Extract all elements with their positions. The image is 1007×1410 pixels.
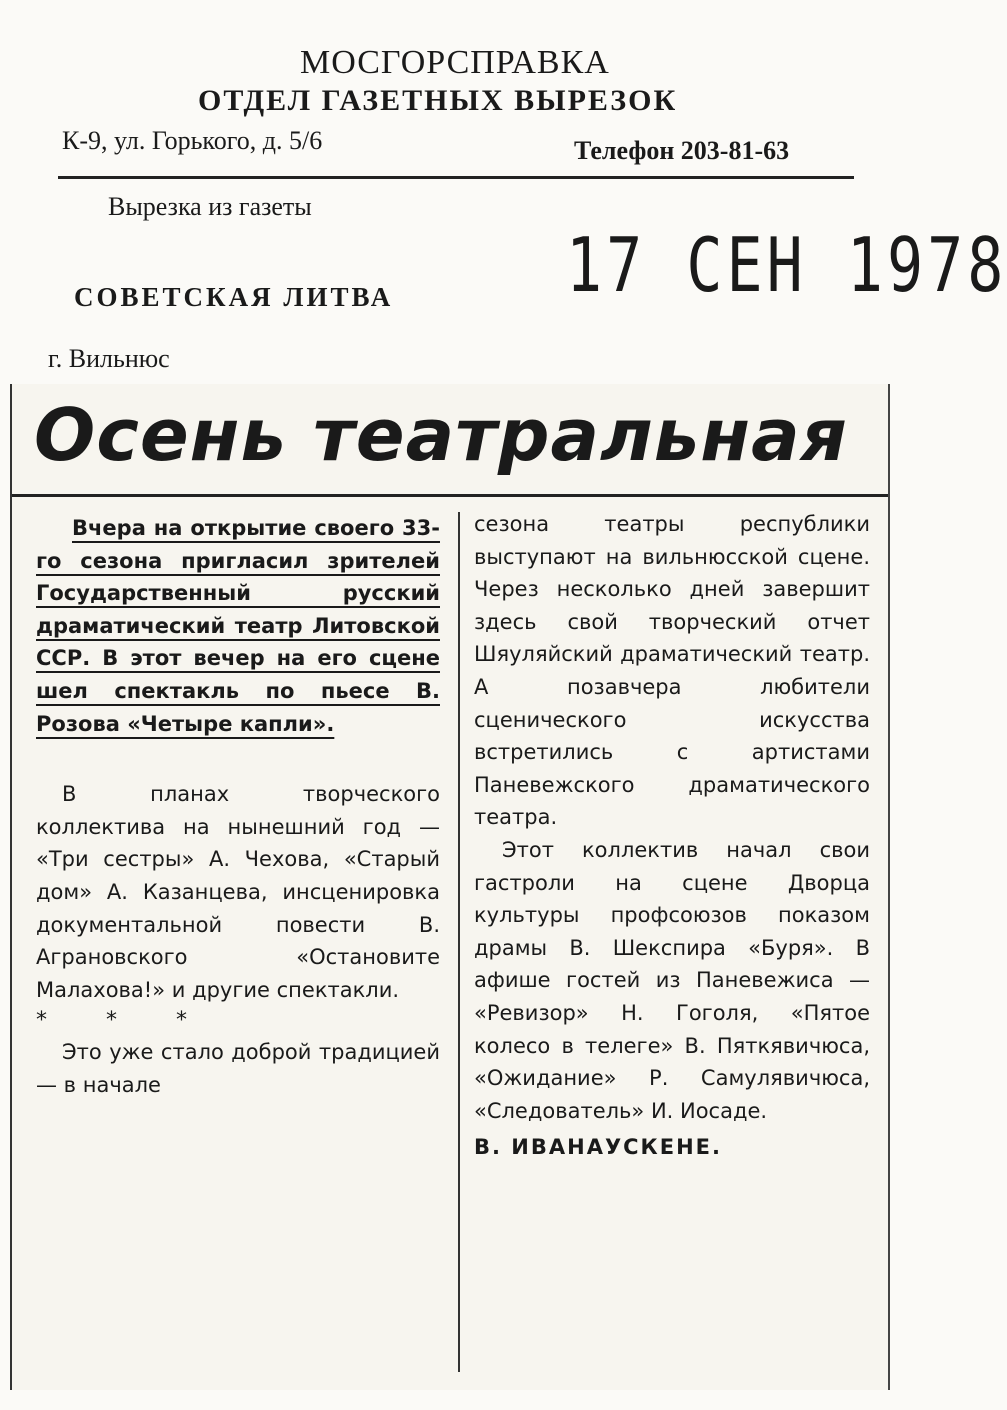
- article-column-right: [474, 508, 870, 1164]
- column-divider: [458, 512, 460, 1372]
- department-name: ОТДЕЛ ГАЗЕТНЫХ ВЫРЕЗОК: [198, 84, 678, 117]
- article-paragraph: сезона театры республики выступают на вильнюсской сцене. Через несколько дней завершит здесь свой творческий отчет Шяуляйский драматический театр. А позавчера любители сценического искусства встретились с артистами Паневежского драматического театра.: [474, 512, 870, 830]
- newspaper-name: СОВЕТСКАЯ ЛИТВА: [74, 282, 394, 312]
- headline-rule: [12, 494, 888, 497]
- header-rule: [58, 176, 854, 179]
- article-paragraph: В планах творческого коллектива на нынешний год — «Три сестры» А. Чехова, «Старый дом» А. Казанцева, инсценировка документальной повести В. Аграновского «Остановите Малахова!» и другие спектакли.: [36, 782, 440, 1002]
- agency-phone: Телефон 203-81-63: [574, 136, 790, 165]
- article-paragraph: Этот коллектив начал свои гастроли на сцене Дворца культуры профсоюзов показом драмы В. Шекспира «Буря». В афише гостей из Паневежиса — «Ревизор» Н. Гоголя, «Пятое колесо в телеге» В. Пяткявичюса, «Ожидание» Р. Самулявичюса, «Следователь» И. Иосаде.: [474, 837, 870, 1123]
- article-lead: Вчера на открытие своего 33-го сезона пригласил зрителей Государственный русский драматический театр Литовской ССР. В этот вечер на его сцене шел спектакль по пьесе В. Розова «Четыре капли».: [36, 516, 440, 736]
- section-separator: * * *: [36, 1008, 213, 1034]
- article-paragraph: Это уже стало доброй традицией — в начале: [36, 1040, 440, 1097]
- newspaper-city: г. Вильнюс: [48, 344, 170, 373]
- agency-address: К-9, ул. Горького, д. 5/6: [62, 126, 323, 155]
- article-column-left: [36, 512, 440, 1102]
- clipping-label: Вырезка из газеты: [108, 192, 312, 221]
- newspaper-clipping: [10, 384, 890, 1390]
- article-byline: В. ИВАНАУСКЕНЕ.: [474, 1135, 722, 1160]
- article-headline: Осень театральная: [34, 393, 848, 477]
- date-stamp: 17 СЕН 1978: [566, 222, 1007, 310]
- agency-name: МОСГОРСПРАВКА: [300, 44, 610, 81]
